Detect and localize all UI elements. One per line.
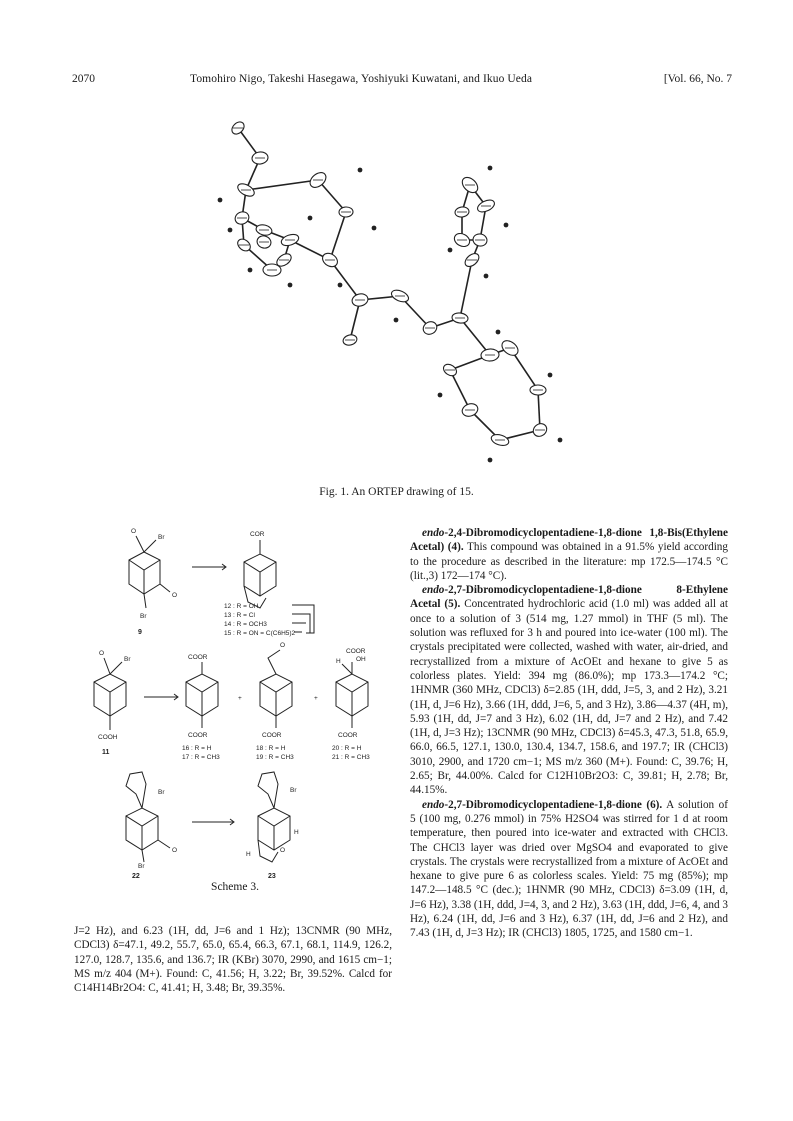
compound-r-label: 18 : R = H xyxy=(256,745,286,752)
experimental-paragraph: endo-2,7-Dibromodicyclopentadiene-1,8-dione (6). A solution of 5 (100 mg, 0.276 mmol) in 75% H2SO4 was stirred for 1 d at room temperature, then poured into ice-water and extracted with CHCl3. The CHCl3 layer was dried over MgSO4 and evaporated to give crystals. The crystals were recrystallized from a mixture of AcOEt and hexane to give pure 6 as colorless scales. Yield: 75 mg (85%); mp 147.2—148.5 °C (dec.); 1HNMR (90 MHz, CDCl3) δ=3.09 (1H, d, J=6 Hz), 3.38 (1H, ddd, J=4, 3, and 2 Hz), 3.63 (1H, ddd, J=6, 4, and 3 Hz), 6.24 (1H, dd, J=6 and 3 Hz), 6.37 (1H, dd, J=6 and 2 Hz), and 7.43 (1H, d, J=3 Hz); IR (CHCl3) 1805, 1725, and 1580 cm−1. xyxy=(410,798,728,940)
hydrogen-atom xyxy=(358,168,363,173)
compound-r-label: 16 : R = H xyxy=(182,745,212,752)
scheme-caption: Scheme 3. xyxy=(211,881,259,893)
ortep-drawing xyxy=(160,100,620,475)
compound-number: 11 xyxy=(102,749,110,756)
compound-r-label: 13 : R = Cl xyxy=(224,612,255,619)
bond xyxy=(246,180,318,190)
body-paragraph: J=2 Hz), and 6.23 (1H, dd, J=6 and 1 Hz); 13CNMR (90 MHz, CDCl3) δ=47.1, 49.2, 55.7, 65.0, 65.4, 66.3, 67.1, 68.1, 114.9, 126.2, 127.0, 128.7, 135.6, and 136.7; IR (KBr) 3070, 2990, and 1615 cm−1; MS m/z 404 (M+). Found: C, 41.56; H, 3.22; Br, 39.52%. Calcd for C14H14Br2O4: C, 41.41; H, 3.48; Br, 39.35%. xyxy=(74,925,392,995)
compound-r-label: 17 : R = CH3 xyxy=(182,754,220,761)
hydrogen-atom xyxy=(438,393,443,398)
compound-number: 9 xyxy=(138,629,142,636)
substituent-label: COOR xyxy=(262,732,282,739)
journal-volume: [Vol. 66, No. 7 xyxy=(663,73,732,85)
hydrogen-atom xyxy=(228,228,233,233)
hydrogen-atom xyxy=(484,274,489,279)
plus-sign: + xyxy=(238,695,242,702)
substituent-label: OH xyxy=(356,656,366,663)
compound-r-label: 12 : R = OH xyxy=(224,603,259,610)
experimental-paragraph: endo-2,4-Dibromodicyclopentadiene-1,8-dione 1,8-Bis(Ethylene Acetal) (4). This compound was obtained in a 91.5% yield according to the procedure as described in the literature: mp 172.5—174.5 °C (lit.,3) 172—174 °C). xyxy=(410,527,728,582)
hydrogen-atom xyxy=(218,198,223,203)
section-title: endo-2,7-Dibromodicyclopentadiene-1,8-dione 8-Ethylene Acetal (5). xyxy=(410,584,728,611)
hydrogen-atom xyxy=(288,283,293,288)
hydrogen-atom xyxy=(548,373,553,378)
page-number: 2070 xyxy=(72,73,95,85)
oxygen-label: O xyxy=(280,642,286,649)
oxygen-label: O xyxy=(280,847,286,854)
compound-r-label: 20 : R = H xyxy=(332,745,362,752)
hydrogen-atom xyxy=(496,330,501,335)
bond xyxy=(460,260,472,318)
hydrogen-atom xyxy=(558,438,563,443)
hydrogen-atom xyxy=(448,248,453,253)
author-list: Tomohiro Nigo, Takeshi Hasegawa, Yoshiyuki Kuwatani, and Ikuo Ueda xyxy=(190,73,533,85)
hydrogen-atom xyxy=(504,223,509,228)
ortep-figure xyxy=(160,100,620,475)
hydrogen-atom xyxy=(308,216,313,221)
substituent-label: COOR xyxy=(188,654,208,661)
hydrogen-label: H xyxy=(294,829,299,836)
hydrogen-atom xyxy=(488,166,493,171)
oxygen-label: O xyxy=(131,528,137,535)
figure-caption: Fig. 1. An ORTEP drawing of 15. xyxy=(319,486,474,498)
compound-number: 23 xyxy=(268,873,276,878)
hydrogen-label: H xyxy=(246,851,251,858)
bromine-label: Br xyxy=(290,787,297,794)
substituent-label: COOR xyxy=(338,732,358,739)
scheme-3 xyxy=(74,522,396,878)
substituent-label: COR xyxy=(250,531,265,538)
scheme-3-drawing xyxy=(74,522,396,878)
right-column xyxy=(410,526,728,941)
bromine-label: Br xyxy=(138,863,145,870)
compound-r-label: 19 : R = CH3 xyxy=(256,754,294,761)
hydrogen-label: H xyxy=(336,658,341,665)
substituent-label: COOR xyxy=(188,732,208,739)
substituent-label: COOR xyxy=(346,648,366,655)
oxygen-label: O xyxy=(172,592,178,599)
bromine-label: Br xyxy=(158,789,165,796)
compound-r-label: 14 : R = OCH3 xyxy=(224,621,267,628)
experimental-paragraph: endo-2,7-Dibromodicyclopentadiene-1,8-dione 8-Ethylene Acetal (5). Concentrated hydrochloric acid (1.0 ml) was added all at once to a solution of 3 (514 mg, 1.27 mmol) in THF (5 ml). The solution was refluxed for 3 h and poured into ice-water (100 ml). The crystals precipitated were collected, washed with water, air-dried, and recrystallized from a mixture of AcOEt and hexane to give 5 as colorless plates. Yield: 394 mg (86.0%); mp 173.3—174.2 °C; 1HNMR (360 MHz, CDCl3) δ=2.85 (1H, ddd, J=5, 3, and 2 Hz), 3.21 (1H, d, J=6 Hz), 3.66 (1H, ddd, J=6, 5, and 3 Hz), 3.86—4.37 (4H, m), 5.93 (1H, dd, J=7 and 3 Hz), 6.02 (1H, dd, J=7 and 2 Hz), and 7.42 (1H, d, J=3 Hz); 13CNMR (90 MHz, CDCl3) δ=45.3, 47.3, 51.8, 65.9, 66.0, 66.5, 127.1, 130.0, 130.4, 134.7, 158.6, and 197.7; IR (CHCl3) 3010, 2900, and 1720 cm−1; MS m/z 360 (M+). Found: C, 39.76; H, 2.65; Br, 44.00%. Calcd for C12H10Br2O3: C, 39.81; H, 2.78; Br, 44.15%. xyxy=(410,584,728,797)
section-title: endo-2,4-Dibromodicyclopentadiene-1,8-dione 1,8-Bis(Ethylene Acetal) (4). xyxy=(410,527,728,554)
substituent-label: COOH xyxy=(98,734,118,741)
bromine-label: Br xyxy=(124,656,131,663)
left-column xyxy=(74,924,392,995)
hydrogen-atom xyxy=(338,283,343,288)
oxygen-label: O xyxy=(99,650,105,657)
hydrogen-atom xyxy=(488,458,493,463)
bond xyxy=(330,212,346,260)
bromine-label: Br xyxy=(140,613,147,620)
bromine-label: Br xyxy=(158,534,165,541)
compound-r-label: 21 : R = CH3 xyxy=(332,754,370,761)
hydrogen-atom xyxy=(248,268,253,273)
compound-number: 22 xyxy=(132,873,140,878)
section-title: endo-2,7-Dibromodicyclopentadiene-1,8-dione (6). xyxy=(422,798,663,811)
compound-r-label: 15 : R = ON = C(C6H5)2 xyxy=(224,630,296,637)
hydrogen-atom xyxy=(372,226,377,231)
plus-sign: + xyxy=(314,695,318,702)
hydrogen-atom xyxy=(394,318,399,323)
running-header xyxy=(72,73,732,89)
oxygen-label: O xyxy=(172,847,178,854)
